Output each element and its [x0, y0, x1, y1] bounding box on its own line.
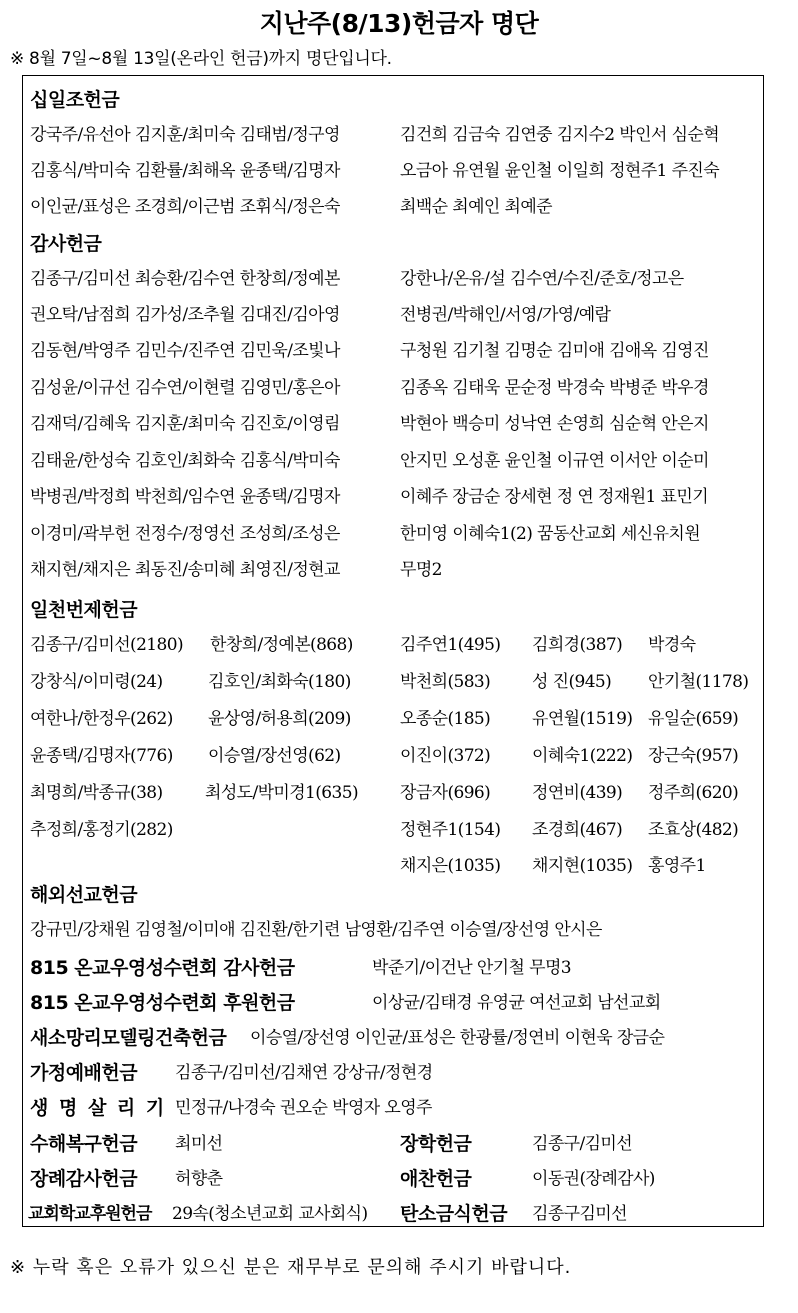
flood-relief-heading: 수해복구헌금: [30, 1133, 138, 1155]
sequence-entry: 채지은(1035): [400, 856, 501, 876]
sequence-entry: 김호인/최화숙(180): [208, 672, 351, 692]
sequence-entry: 유연월(1519): [532, 709, 633, 729]
thanks-left-line: 이경미/곽부헌 전정수/정영선 조성희/조성은: [30, 524, 340, 544]
thanks-left-line: 김성윤/이규선 김수연/이현렬 김영민/홍은아: [30, 378, 340, 398]
funeral-thanks-names: 허향춘: [175, 1169, 223, 1189]
sequence-entry: 추정희/홍정기(282): [30, 820, 173, 840]
retreat-thanks-heading: 815 온교우영성수련회 감사헌금: [30, 957, 295, 979]
thanks-left-line: 김재덕/김혜욱 김지훈/최미숙 김진호/이영림: [30, 414, 340, 434]
family-worship-heading: 가정예배헌금: [30, 1062, 138, 1084]
thanks-right-line: 전병권/박해인/서영/가영/예람: [400, 305, 611, 325]
thanks-heading: 감사헌금: [30, 233, 102, 255]
thanks-left-line: 김종구/김미선 최승환/김수연 한창희/정예본: [30, 269, 340, 289]
notice-subtitle: ※ 8월 7일~8월 13일(온라인 헌금)까지 명단입니다.: [10, 49, 392, 69]
thanks-left-line: 김동현/박영주 김민수/진주연 김민욱/조빛나: [30, 341, 340, 361]
sequence-entry: 이진이(372): [400, 746, 491, 766]
thanks-right-line: 김종옥 김태욱 문순정 박경숙 박병준 박우경: [400, 378, 709, 398]
thanks-right-line: 무명2: [400, 560, 442, 580]
building-names: 이승열/장선영 이인균/표성은 한광률/정연비 이현욱 장금순: [250, 1028, 665, 1048]
sequence-entry: 홍영주1: [648, 856, 706, 876]
family-worship-names: 김종구/김미선/김채연 강상규/정현경: [175, 1063, 433, 1083]
sequence-entry: 정현주1(154): [400, 820, 501, 840]
sequence-entry: 최명희/박종규(38): [30, 783, 163, 803]
sequence-entry: 윤상영/허용희(209): [208, 709, 351, 729]
retreat-support-heading: 815 온교우영성수련회 후원헌금: [30, 992, 295, 1014]
thanks-right-line: 한미영 이혜숙1(2) 꿈동산교회 세신유치원: [400, 524, 701, 544]
sequence-entry: 박천희(583): [400, 672, 491, 692]
sequence-entry: 김주연1(495): [400, 635, 501, 655]
sequence-entry: 정주희(620): [648, 783, 739, 803]
tithe-right-line: 최백순 최예인 최예준: [400, 197, 553, 217]
thanks-left-line: 김태윤/한성숙 김호인/최화숙 김홍식/박미숙: [30, 451, 340, 471]
sequence-entry: 한창희/정예본(868): [210, 635, 353, 655]
flood-relief-names: 최미선: [175, 1134, 223, 1154]
church-school-heading: 교회학교후원헌금: [28, 1204, 152, 1224]
tithe-left-line: 김홍식/박미숙 김환률/최해옥 윤종택/김명자: [30, 161, 340, 181]
footer-notice: ※ 누락 혹은 오류가 있으신 분은 재무부로 문의해 주시기 바랍니다.: [10, 1257, 572, 1278]
scholarship-names: 김종구/김미선: [532, 1134, 633, 1154]
sequence-entry: 강창식/이미령(24): [30, 672, 163, 692]
fellowship-meal-names: 이동권(장례감사): [532, 1169, 655, 1189]
thanks-right-line: 안지민 오성훈 윤인철 이규연 이서안 이순미: [400, 451, 709, 471]
retreat-support-names: 이상균/김태경 유영균 여선교회 남선교회: [372, 993, 661, 1013]
life-saving-heading: 생 명 살 리 기: [30, 1097, 167, 1119]
sequence-heading: 일천번제헌금: [30, 599, 138, 621]
life-saving-names: 민정규/나경숙 권오순 박영자 오영주: [175, 1098, 432, 1118]
sequence-entry: 박경숙: [648, 635, 696, 655]
scholarship-heading: 장학헌금: [400, 1133, 472, 1155]
sequence-entry: 김희경(387): [532, 635, 623, 655]
tithe-heading: 십일조헌금: [30, 89, 120, 111]
carbon-fast-heading: 탄소금식헌금: [400, 1203, 508, 1225]
sequence-entry: 여한나/한정우(262): [30, 709, 173, 729]
thanks-right-line: 구청원 김기철 김명순 김미애 김애옥 김영진: [400, 341, 709, 361]
fellowship-meal-heading: 애찬헌금: [400, 1168, 472, 1190]
sequence-entry: 최성도/박미경1(635): [205, 783, 358, 803]
building-heading: 새소망리모델링건축헌금: [30, 1027, 227, 1049]
mission-names: 강규민/강채원 김영철/이미애 김진환/한기련 남영환/김주연 이승열/장선영 안시은: [30, 920, 602, 940]
mission-heading: 해외선교헌금: [30, 884, 138, 906]
thanks-right-line: 박현아 백승미 성낙연 손영희 심순혁 안은지: [400, 414, 709, 434]
sequence-entry: 김종구/김미선(2180): [30, 635, 183, 655]
thanks-left-line: 채지현/채지은 최동진/송미혜 최영진/정현교: [30, 560, 340, 580]
sequence-entry: 채지현(1035): [532, 856, 633, 876]
sequence-entry: 장금자(696): [400, 783, 491, 803]
retreat-thanks-names: 박준기/이건난 안기철 무명3: [372, 958, 571, 978]
tithe-right-line: 오금아 유연월 윤인철 이일희 정현주1 주진숙: [400, 161, 720, 181]
thanks-right-line: 강한나/온유/설 김수연/수진/준호/정고은: [400, 269, 684, 289]
tithe-left-line: 이인균/표성은 조경희/이근범 조휘식/정은숙: [30, 197, 340, 217]
sequence-entry: 윤종택/김명자(776): [30, 746, 173, 766]
sequence-entry: 조효상(482): [648, 820, 739, 840]
thanks-left-line: 박병권/박정희 박천희/임수연 윤종택/김명자: [30, 487, 340, 507]
sequence-entry: 성 진(945): [532, 672, 612, 692]
page-title: 지난주(8/13)헌금자 명단: [259, 9, 539, 38]
sequence-entry: 이혜숙1(222): [532, 746, 633, 766]
sequence-entry: 이승열/장선영(62): [208, 746, 341, 766]
thanks-left-line: 권오탁/남점희 김가성/조추월 김대진/김아영: [30, 305, 340, 325]
carbon-fast-names: 김종구김미선: [532, 1204, 627, 1224]
sequence-entry: 안기철(1178): [648, 672, 749, 692]
sequence-entry: 장근숙(957): [648, 746, 739, 766]
sequence-entry: 오종순(185): [400, 709, 491, 729]
tithe-left-line: 강국주/유선아 김지훈/최미숙 김태범/정구영: [30, 125, 340, 145]
tithe-right-line: 김건희 김금숙 김연중 김지수2 박인서 심순혁: [400, 125, 720, 145]
church-school-names: 29속(청소년교회 교사회식): [172, 1204, 368, 1224]
sequence-entry: 유일순(659): [648, 709, 739, 729]
thanks-right-line: 이혜주 장금순 장세현 정 연 정재원1 표민기: [400, 487, 709, 507]
sequence-entry: 정연비(439): [532, 783, 623, 803]
funeral-thanks-heading: 장례감사헌금: [30, 1168, 138, 1190]
sequence-entry: 조경희(467): [532, 820, 623, 840]
